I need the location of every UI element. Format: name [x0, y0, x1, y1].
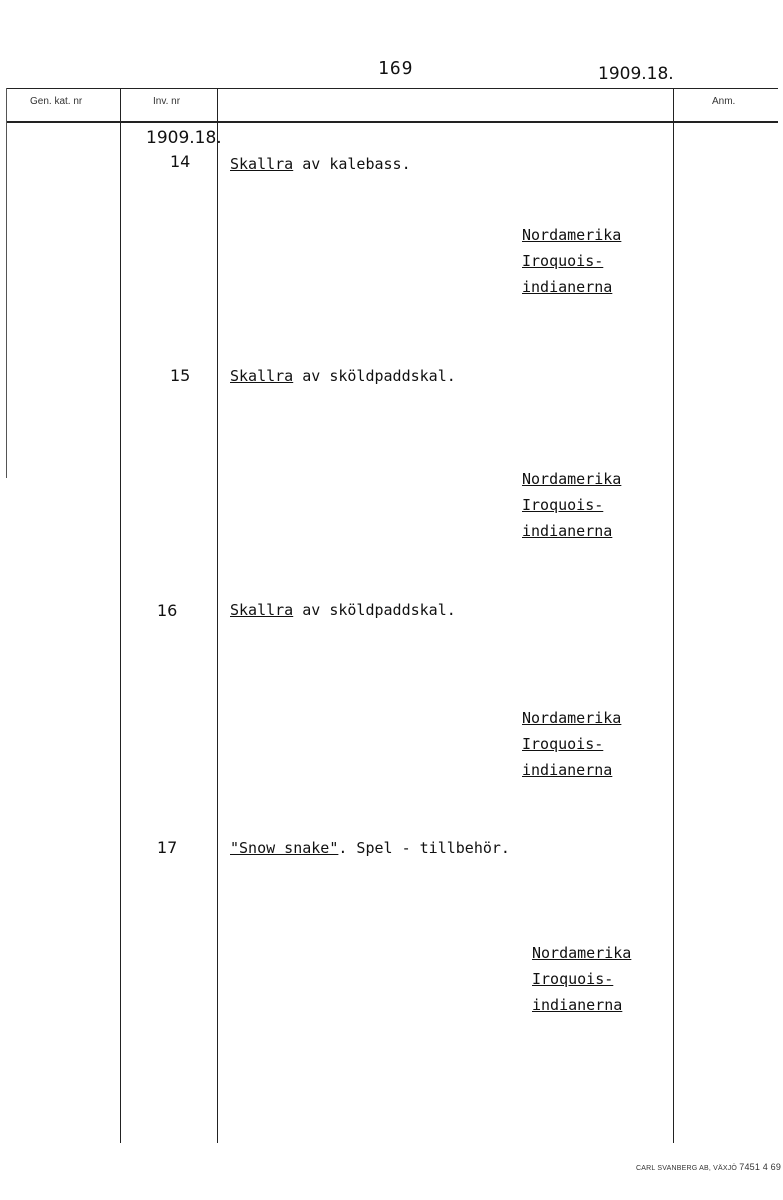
- left-border: [6, 88, 7, 478]
- entry-description: [230, 601, 456, 619]
- printer-imprint: [636, 1162, 781, 1172]
- printer-name: CARL SVANBERG AB, VÄXJÖ: [636, 1165, 738, 1172]
- form-code: 7451 4 69: [739, 1162, 782, 1172]
- entry-origin: [532, 940, 631, 1018]
- column-header-gen-kat-nr: Gen. kat. nr: [30, 96, 83, 107]
- inventory-number: 14: [170, 152, 191, 171]
- object-detail: av kalebass.: [293, 155, 411, 173]
- entry-description: [230, 367, 456, 385]
- column-divider-inv-desc: [217, 88, 218, 1143]
- column-divider-desc-anm: [673, 88, 674, 1143]
- origin-people: indianerna: [532, 996, 623, 1014]
- inventory-number: 15: [170, 366, 191, 385]
- origin-people: Iroquois-: [522, 252, 604, 270]
- origin-people: Iroquois-: [532, 970, 614, 988]
- origin-people: indianerna: [522, 761, 613, 779]
- origin-region: Nordamerika: [522, 226, 622, 244]
- column-header-anm: Anm.: [712, 96, 736, 107]
- origin-region: Nordamerika: [532, 944, 632, 962]
- origin-people: indianerna: [522, 278, 613, 296]
- object-name: Skallra: [230, 601, 294, 619]
- inventory-number: 16: [157, 601, 178, 620]
- catalog-series-number: 1909.18.: [598, 64, 674, 84]
- object-name: "Snow snake": [230, 839, 339, 857]
- column-header-inv-nr: Inv. nr: [153, 96, 181, 107]
- origin-people: indianerna: [522, 522, 613, 540]
- origin-people: Iroquois-: [522, 735, 604, 753]
- header-top-rule: [6, 88, 778, 89]
- entry-origin: [522, 466, 621, 544]
- inventory-number: 17: [157, 838, 178, 857]
- object-detail: . Spel - tillbehör.: [338, 839, 510, 857]
- object-name: Skallra: [230, 367, 294, 385]
- entry-description: [230, 839, 510, 857]
- entry-description: [230, 155, 411, 173]
- object-name: Skallra: [230, 155, 294, 173]
- page-number: 169: [378, 58, 414, 79]
- origin-people: Iroquois-: [522, 496, 604, 514]
- object-detail: av sköldpaddskal.: [293, 601, 456, 619]
- inventory-group-label: 1909.18.: [146, 128, 222, 148]
- entry-origin: [522, 222, 621, 300]
- entry-origin: [522, 705, 621, 783]
- origin-region: Nordamerika: [522, 470, 622, 488]
- origin-region: Nordamerika: [522, 709, 622, 727]
- column-divider-gen-inv: [120, 88, 121, 1143]
- object-detail: av sköldpaddskal.: [293, 367, 456, 385]
- header-bottom-rule: [6, 121, 778, 123]
